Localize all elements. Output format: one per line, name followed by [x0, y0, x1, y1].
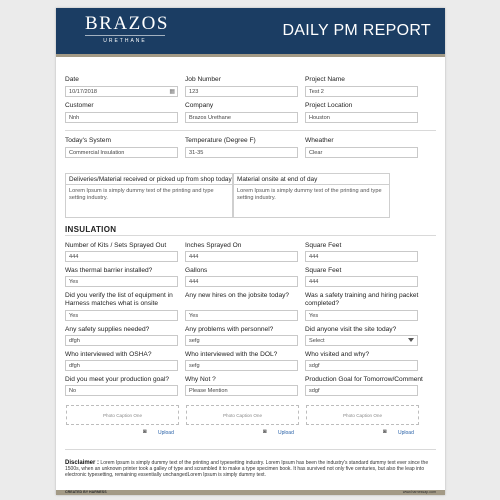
- safety-training-label: Was a safety training and hiring packet completed?: [305, 292, 419, 307]
- header-accent-bar: [56, 54, 445, 57]
- goal-tomorrow-field[interactable]: sdgf: [305, 385, 418, 396]
- material-onsite-text: Lorem Ipsum is simply dummy text of the printing and type setting industry.: [237, 188, 382, 201]
- temperature-label: Temperature (Degree F): [185, 137, 256, 144]
- site-visit-selected-value: Select: [309, 338, 325, 344]
- logo-brand: BRAZOS: [85, 13, 169, 34]
- safety-supplies-field[interactable]: dfgh: [65, 335, 178, 346]
- insulation-section-title: INSULATION: [65, 225, 117, 234]
- dol-field[interactable]: sefg: [185, 360, 298, 371]
- dol-label: Who interviewed with the DOL?: [185, 351, 278, 358]
- job-number-field[interactable]: 123: [185, 86, 298, 97]
- photo-dropzone-3[interactable]: Photo Caption One: [306, 405, 419, 425]
- section-divider: [65, 130, 436, 131]
- why-not-field[interactable]: Please Mention: [185, 385, 298, 396]
- project-name-field[interactable]: Test 2: [305, 86, 418, 97]
- safety-training-field[interactable]: Yes: [305, 310, 418, 321]
- disclaimer-text: Lorem Ipsum is simply dummy text of the printing and typesetting industry. Lorem Ipsum has been the industry's standard dummy text ever since the 1500s, when an unknown printer took a galley of type and scrambled it to make a type specimen book. It has survived not only five centuries, but also the leap into electronic typesetting, remaining essentially unchangedLorem Ipsum is simply dummy text.: [65, 460, 429, 479]
- thermal-barrier-field[interactable]: Yes: [65, 276, 178, 287]
- company-field[interactable]: Brazos Urethane: [185, 112, 298, 123]
- weather-field[interactable]: Clear: [305, 147, 418, 158]
- kits-field[interactable]: 444: [65, 251, 178, 262]
- report-page: [56, 8, 445, 495]
- customer-label: Customer: [65, 102, 94, 109]
- page-title: DAILY PM REPORT: [282, 22, 431, 39]
- footer-created-by: CREATED BY HARNESS: [65, 490, 107, 494]
- job-number-label: Job Number: [185, 76, 221, 83]
- project-name-label: Project Name: [305, 76, 345, 83]
- todays-system-field[interactable]: Commercial Insulation: [65, 147, 178, 158]
- square-feet-label-2: Square Feet: [305, 267, 342, 274]
- personnel-problems-label: Any problems with personnel?: [185, 326, 274, 333]
- upload-button-1[interactable]: Upload: [158, 430, 174, 436]
- photo-dropzone-1[interactable]: Photo Caption One: [66, 405, 179, 425]
- todays-system-label: Today's System: [65, 137, 111, 144]
- footer-website-link[interactable]: www.harnessap.com: [402, 490, 436, 494]
- deliveries-text: Lorem Ipsum is simply dummy text of the printing and type setting industry.: [69, 188, 214, 201]
- kits-label: Number of Kits / Sets Sprayed Out: [65, 242, 167, 249]
- material-onsite-label: Material onsite at end of day: [234, 174, 389, 185]
- brazos-logo: [85, 13, 169, 44]
- why-not-label: Why Not ?: [185, 376, 216, 383]
- site-visit-select[interactable]: [305, 335, 418, 346]
- footer-bar: [56, 490, 445, 495]
- camera-icon[interactable]: ◙: [143, 429, 147, 435]
- equipment-verify-field[interactable]: Yes: [65, 310, 178, 321]
- date-field[interactable]: [65, 86, 178, 97]
- gallons-label: Gallons: [185, 267, 208, 274]
- gallons-field[interactable]: 444: [185, 276, 298, 287]
- equipment-verify-label: Did you verify the list of equipment in Harness matches what is onsite: [65, 292, 173, 307]
- personnel-problems-field[interactable]: sefg: [185, 335, 298, 346]
- disclaimer-divider: [65, 449, 436, 450]
- report-header: [56, 8, 445, 54]
- inches-field[interactable]: 444: [185, 251, 298, 262]
- photo-dropzone-2[interactable]: Photo Caption One: [186, 405, 299, 425]
- production-goal-label: Did you meet your production goal?: [65, 376, 170, 383]
- osha-label: Who interviewed with OSHA?: [65, 351, 152, 358]
- deliveries-label: Deliveries/Material received or picked up from shop today: [66, 174, 232, 185]
- insulation-divider: [65, 235, 436, 236]
- inches-label: Inches Sprayed On: [185, 242, 242, 249]
- calendar-icon[interactable]: ▦: [169, 88, 175, 95]
- new-hires-label: Any new hires on the jobsite today?: [185, 292, 290, 299]
- project-location-field[interactable]: Houston: [305, 112, 418, 123]
- camera-icon[interactable]: ◙: [383, 429, 387, 435]
- square-feet-field-1[interactable]: 444: [305, 251, 418, 262]
- date-value: 10/17/2018: [69, 89, 97, 95]
- osha-field[interactable]: dfgh: [65, 360, 178, 371]
- site-visit-label: Did anyone visit the site today?: [305, 326, 397, 333]
- disclaimer: [65, 460, 436, 479]
- visited-why-field[interactable]: sdgf: [305, 360, 418, 371]
- deliveries-box[interactable]: [65, 173, 233, 218]
- disclaimer-label: Disclaimer :: [65, 460, 100, 466]
- square-feet-field-2[interactable]: 444: [305, 276, 418, 287]
- customer-field[interactable]: Nnh: [65, 112, 178, 123]
- material-onsite-box[interactable]: [233, 173, 390, 218]
- temperature-field[interactable]: 31-35: [185, 147, 298, 158]
- camera-icon[interactable]: ◙: [263, 429, 267, 435]
- new-hires-field[interactable]: Yes: [185, 310, 298, 321]
- date-label: Date: [65, 76, 79, 83]
- upload-button-2[interactable]: Upload: [278, 430, 294, 436]
- visited-why-label: Who visited and why?: [305, 351, 370, 358]
- weather-label: Wheather: [305, 137, 334, 144]
- safety-supplies-label: Any safety supplies needed?: [65, 326, 150, 333]
- project-location-label: Project Location: [305, 102, 353, 109]
- upload-button-3[interactable]: Upload: [398, 430, 414, 436]
- square-feet-label-1: Square Feet: [305, 242, 342, 249]
- goal-tomorrow-label: Production Goal for Tomorrow/Comment: [305, 376, 423, 383]
- company-label: Company: [185, 102, 214, 109]
- logo-subtitle: URETHANE: [85, 35, 165, 44]
- chevron-down-icon[interactable]: [408, 338, 414, 342]
- thermal-barrier-label: Was thermal barrier installed?: [65, 267, 153, 274]
- production-goal-field[interactable]: No: [65, 385, 178, 396]
